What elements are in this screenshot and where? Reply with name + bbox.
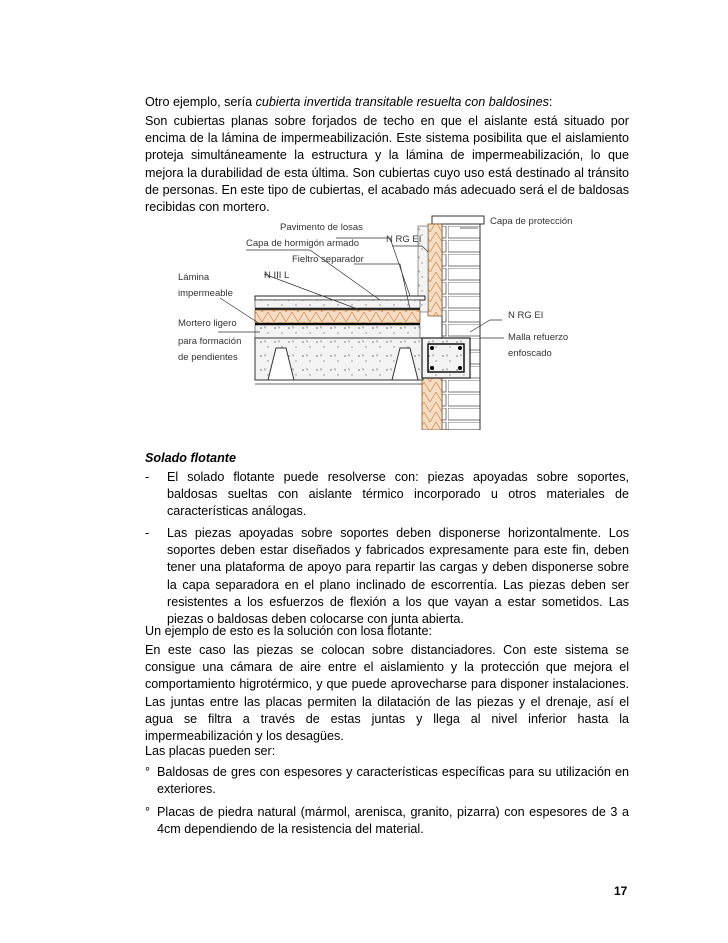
label-fieltro: Fieltro separador xyxy=(292,254,364,265)
vertical-insulation xyxy=(428,224,442,316)
list-item xyxy=(145,525,629,628)
label-mortero-3: de pendientes xyxy=(178,352,238,363)
paragraph-floating-slab: En este caso las piezas se colocan sobre distanciadores. Con este sistema se consigue una cámara de aire entre el aislamiento y la protección que mejora el comportamiento higrotérmico, y que puede aprovecharse para disponer instalaciones. Las juntas entre las placas permiten la dilatación de las piezas y el drenaje, así el agua se filtra a través de estas juntas y llega al nivel inferior hasta la impermeabilización y los desagües. xyxy=(145,643,629,744)
intro-suffix: : xyxy=(548,95,553,109)
label-capa-hormigon: Capa de hormigón armado xyxy=(246,238,360,249)
list-item-text: Placas de piedra natural (mármol, arenisca, granito, pizarra) con espesores de 3 a 4cm dependiendo de la resistencia del material. xyxy=(157,805,629,837)
label-lamina-2: impermeable xyxy=(178,288,233,299)
parapet-cap xyxy=(432,216,484,224)
brick-parapet xyxy=(442,222,480,430)
list-item-text: El solado flotante puede resolverse con: piezas apoyadas sobre soportes, baldosas sueltas con aislante térmico incorporado u otros materiales de características análogas. xyxy=(167,470,629,519)
label-n3l: N III L xyxy=(264,270,290,281)
label-pavimento: Pavimento de losas xyxy=(280,222,363,233)
dash-marker: - xyxy=(145,526,150,540)
label-capa-proteccion: Capa de protección xyxy=(490,216,573,227)
label-nrgei-top: N RG EI xyxy=(386,234,422,245)
list-item-text: Las piezas apoyadas sobre soportes deben disponerse horizontalmente. Los soportes deben estar diseñados y fabricados expresamente para este fin, deben tener una plataforma de apoyo para repartir las cargas y deben disponerse sobre la capa separadora en el plano inclinado de escorrentía. Las piezas deben ser resistentes a los esfuerzos de flexión a los que vayan a estar sometidos. Las piezas o baldosas deben colocarse con junta abierta. xyxy=(167,526,629,627)
label-lamina-1: Lámina xyxy=(178,272,210,283)
insulation-layer xyxy=(255,310,420,323)
dash-marker: - xyxy=(145,470,150,484)
label-mortero-2: para formación xyxy=(178,336,242,347)
degree-marker: ° xyxy=(145,765,151,779)
section-heading: Solado flotante xyxy=(145,451,236,465)
label-nrgei-right: N RG EI xyxy=(508,310,544,321)
paving-slabs xyxy=(255,296,425,300)
intro-emphasis: cubierta invertida transitable resuelta con baldosines xyxy=(255,95,549,109)
list-item xyxy=(145,764,629,798)
list-item xyxy=(145,804,629,838)
label-malla-2: enfoscado xyxy=(508,348,552,359)
roof-section-figure xyxy=(160,212,590,430)
paragraph-plates: Las placas pueden ser: xyxy=(145,744,276,758)
list-item xyxy=(145,469,629,521)
list-item-text: Baldosas de gres con espesores y características específicas para su utilización en exteriores. xyxy=(157,765,629,797)
lightweight-mortar xyxy=(255,325,420,338)
intro-line xyxy=(145,94,629,111)
paragraph-description: Son cubiertas planas sobre forjados de techo en que el aislante está situado por encima de la lámina de impermeabilización. Este sistema posibilita que el aislamiento proteja simultáneamente la estructura y la lámina de impermeabilización, lo que mejora la durabilidad de esta última. Son cubiertas cuyo uso está destinado al tránsito de personas. En este tipo de cubiertas, el acabado más adecuado será el de baldosas recibidas con mortero. xyxy=(145,114,629,215)
degree-marker: ° xyxy=(145,805,151,819)
label-malla-1: Malla refuerzo xyxy=(508,332,569,343)
paragraph-example: Un ejemplo de esto es la solución con losa flotante: xyxy=(145,624,433,638)
page-number: 17 xyxy=(614,884,628,898)
intro-prefix: Otro ejemplo, sería xyxy=(145,95,256,109)
label-mortero-1: Mortero ligero xyxy=(178,318,237,329)
